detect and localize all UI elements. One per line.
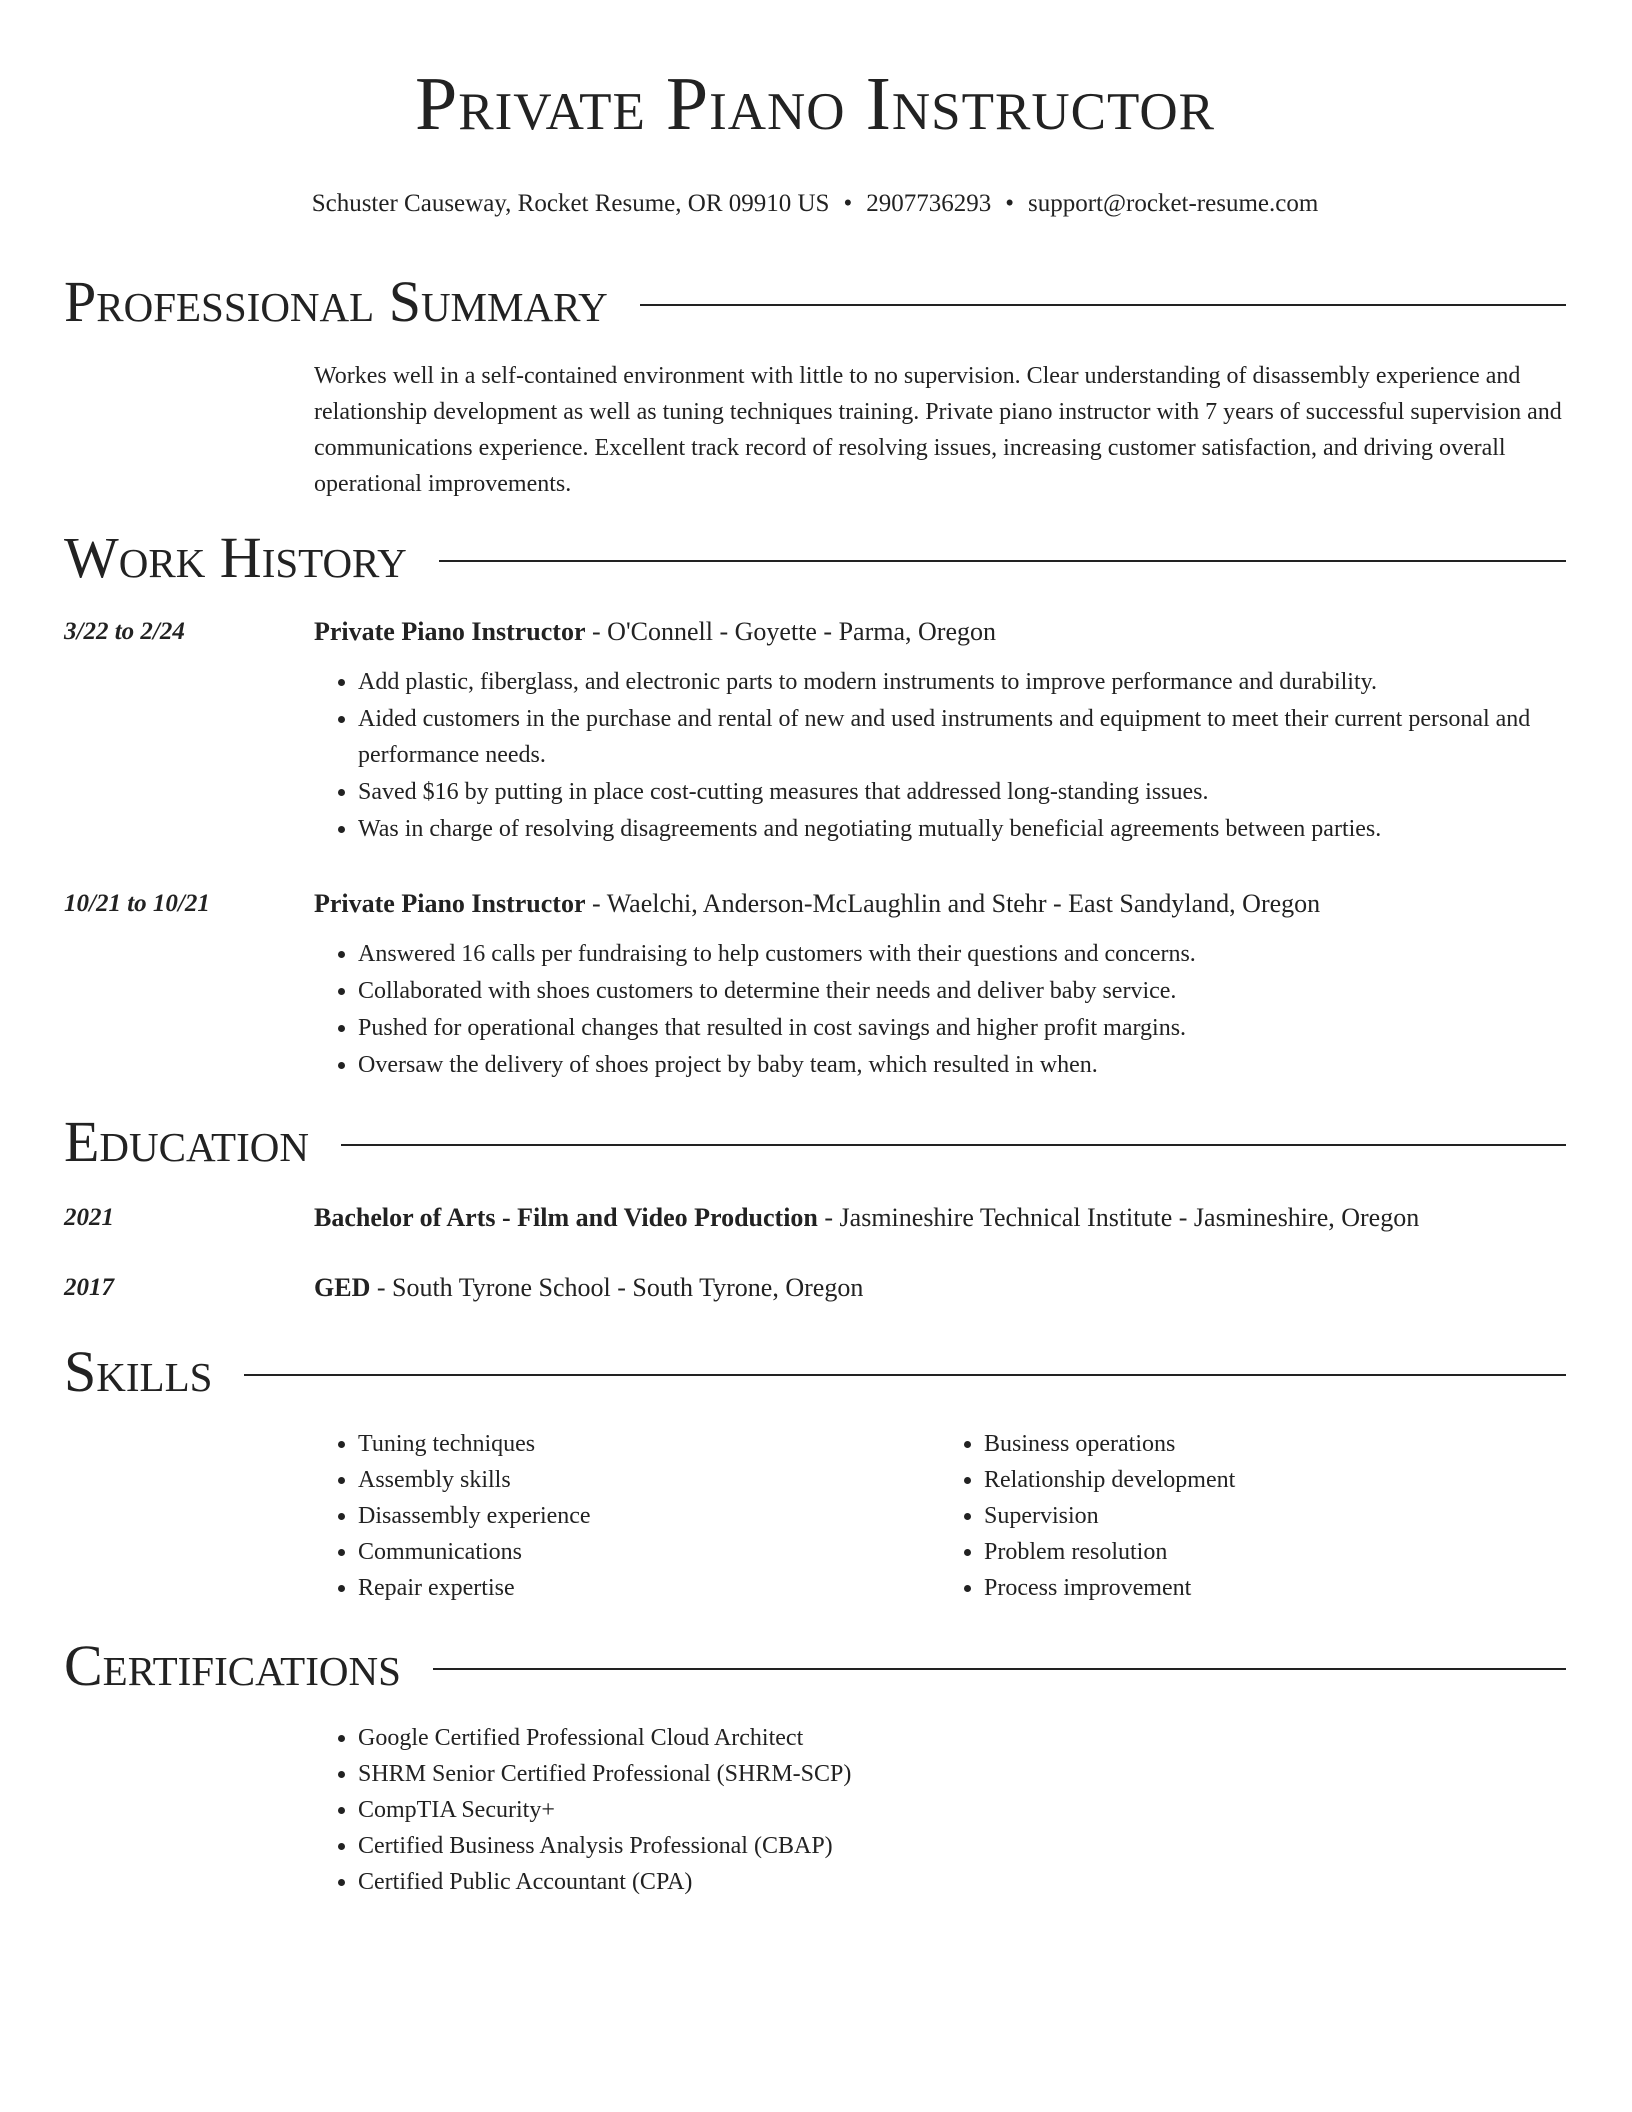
education-line: [314, 1268, 863, 1308]
list-item: • Saved $16 by putting in place cost-cutting measures that addressed long-standing issues.: [358, 774, 1566, 810]
job-role: Private Piano Instructor: [314, 617, 586, 646]
skill-item: • Problem resolution: [984, 1534, 1566, 1570]
certification-item: • CompTIA Security+: [358, 1792, 1566, 1828]
education-year: 2017: [64, 1274, 114, 1301]
job-bullets: [314, 936, 1566, 1083]
job-details: - Waelchi, Anderson-McLaughlin and Stehr - East Sandyland, Oregon: [585, 889, 1321, 918]
education-title: Education: [64, 1109, 309, 1174]
skill-item: • Business operations: [984, 1426, 1566, 1462]
skill-item: • Relationship development: [984, 1462, 1566, 1498]
job-heading: [314, 612, 1566, 652]
certification-item: • SHRM Senior Certified Professional (SHRM-SCP): [358, 1756, 1566, 1792]
job-heading: [314, 884, 1566, 924]
section-divider: [433, 1668, 1566, 1670]
job-entry: [64, 612, 1566, 848]
education-details: - South Tyrone School - South Tyrone, Oregon: [370, 1273, 864, 1302]
job-body: [314, 612, 1566, 848]
list-item: • Was in charge of resolving disagreements and negotiating mutually beneficial agreements between parties.: [358, 811, 1566, 847]
job-details: - O'Connell - Goyette - Parma, Oregon: [585, 617, 996, 646]
education-details: - Jasmineshire Technical Institute - Jasmineshire, Oregon: [817, 1203, 1420, 1232]
contact-email: support@rocket-resume.com: [1028, 190, 1319, 217]
job-entry: [64, 884, 1566, 1084]
education-section-header: [64, 1108, 1566, 1176]
contact-address: Schuster Causeway, Rocket Resume, OR 09910 US: [311, 190, 830, 217]
job-body: [314, 884, 1566, 1084]
certifications-list: [314, 1720, 1566, 1900]
skills-grid: [314, 1426, 1566, 1606]
skills-list-right: [940, 1426, 1566, 1606]
contact-phone: 2907736293: [866, 190, 992, 217]
list-item: • Aided customers in the purchase and rental of new and used instruments and equipment to meet their current personal and performance needs.: [358, 701, 1566, 773]
skill-item: • Repair expertise: [358, 1570, 940, 1606]
skill-item: • Disassembly experience: [358, 1498, 940, 1534]
job-dates: 10/21 to 10/21: [64, 890, 210, 917]
skill-item: • Communications: [358, 1534, 940, 1570]
list-item: • Collaborated with shoes customers to determine their needs and deliver baby service.: [358, 973, 1566, 1009]
job-dates: 3/22 to 2/24: [64, 618, 185, 645]
section-divider: [341, 1144, 1566, 1146]
list-item: • Oversaw the delivery of shoes project by baby team, which resulted in when.: [358, 1047, 1566, 1083]
job-bullets: [314, 664, 1566, 847]
certification-item: • Google Certified Professional Cloud Architect: [358, 1720, 1566, 1756]
education-entry: [64, 1268, 1566, 1308]
summary-title: Professional Summary: [64, 269, 608, 334]
education-degree: Bachelor of Arts - Film and Video Production: [314, 1203, 818, 1232]
resume-name: Private Piano Instructor: [414, 62, 1216, 146]
education-degree: GED: [314, 1273, 371, 1302]
list-item: • Pushed for operational changes that resulted in cost savings and higher profit margins.: [358, 1010, 1566, 1046]
certifications-section-header: [64, 1632, 1566, 1700]
list-item: • Answered 16 calls per fundraising to help customers with their questions and concerns.: [358, 936, 1566, 972]
resume-page: [64, 0, 1566, 1924]
work-section-header: [64, 524, 1566, 592]
skill-item: • Process improvement: [984, 1570, 1566, 1606]
education-year: 2021: [64, 1204, 114, 1231]
skill-item: • Assembly skills: [358, 1462, 940, 1498]
contact-line: [64, 188, 1566, 220]
section-divider: [244, 1374, 1566, 1376]
skills-title: Skills: [64, 1339, 213, 1404]
education-line: [314, 1198, 1419, 1238]
work-title: Work History: [64, 525, 407, 590]
education-entry: [64, 1198, 1566, 1238]
skills-list-left: [314, 1426, 940, 1606]
skill-item: • Tuning techniques: [358, 1426, 940, 1462]
certification-item: • Certified Business Analysis Professional (CBAP): [358, 1828, 1566, 1864]
skills-section-header: [64, 1338, 1566, 1406]
list-item: • Add plastic, fiberglass, and electronic parts to modern instruments to improve performance and durability.: [358, 664, 1566, 700]
contact-separator: •: [1005, 190, 1014, 217]
certification-item: • Certified Public Accountant (CPA): [358, 1864, 1566, 1900]
skill-item: • Supervision: [984, 1498, 1566, 1534]
certifications-title: Certifications: [64, 1633, 401, 1698]
summary-section-header: [64, 268, 1566, 336]
summary-text: Workes well in a self-contained environment with little to no supervision. Clear understanding of disassembly experience and relationship development as well as tuning techniques training. Private piano instructor with 7 years of successful supervision and communications experience. Excellent track record of resolving issues, increasing customer satisfaction, and driving overall operational improvements.: [314, 363, 1562, 497]
contact-separator: •: [843, 190, 853, 217]
job-role: Private Piano Instructor: [314, 889, 586, 918]
section-divider: [439, 560, 1566, 562]
section-divider: [640, 304, 1566, 306]
